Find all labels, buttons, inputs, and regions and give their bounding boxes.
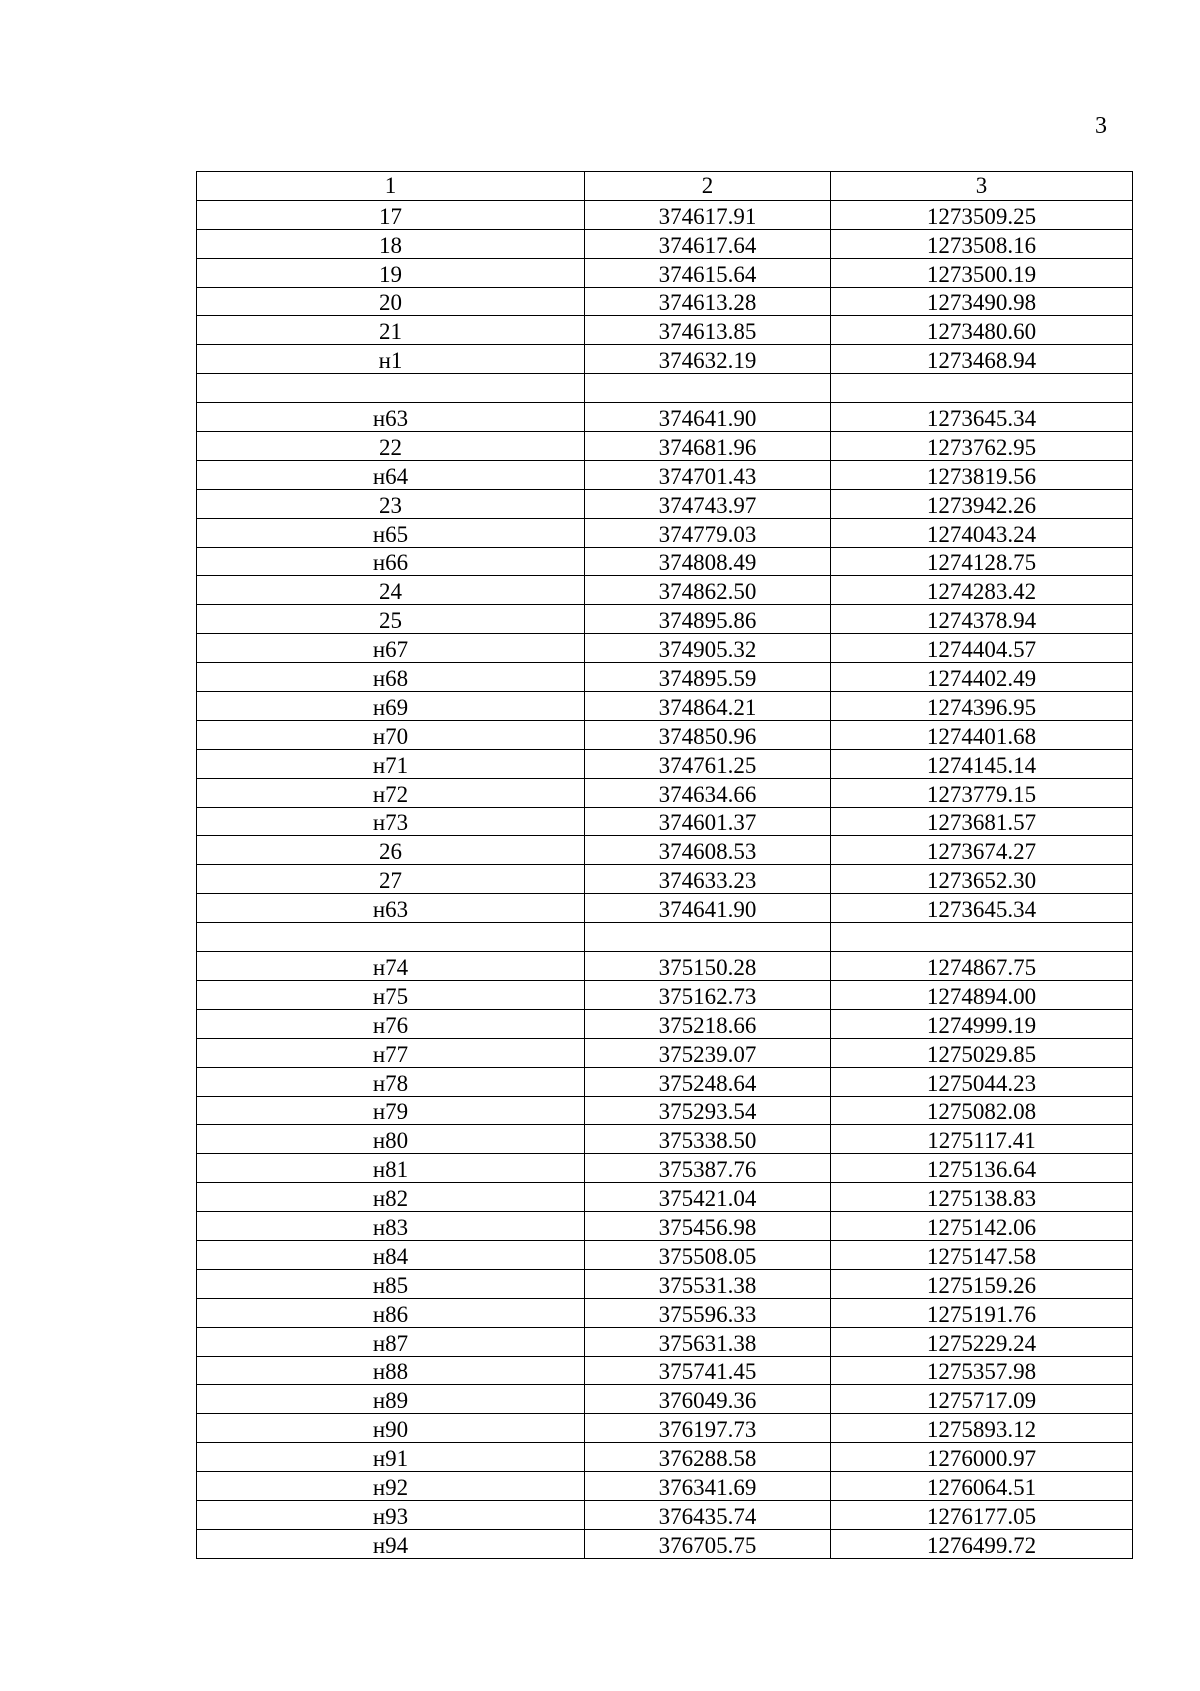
- table-row: [197, 547, 1133, 576]
- point-id-cell: н79: [197, 1096, 585, 1125]
- y-coordinate-cell: 1274894.00: [831, 980, 1133, 1009]
- table-row: [197, 1472, 1133, 1501]
- x-coordinate-cell: 375421.04: [585, 1183, 831, 1212]
- x-coordinate-cell: 375338.50: [585, 1125, 831, 1154]
- y-coordinate-cell: 1275044.23: [831, 1067, 1133, 1096]
- y-coordinate-cell: 1273645.34: [831, 403, 1133, 432]
- y-coordinate-cell: 1275147.58: [831, 1240, 1133, 1269]
- x-coordinate-cell: 374850.96: [585, 720, 831, 749]
- point-id-cell: н73: [197, 807, 585, 836]
- y-coordinate-cell: 1275229.24: [831, 1327, 1133, 1356]
- table-row: [197, 345, 1133, 374]
- point-id-cell: н91: [197, 1443, 585, 1472]
- table-row: [197, 1067, 1133, 1096]
- table-row: [197, 807, 1133, 836]
- x-coordinate-cell: 374601.37: [585, 807, 831, 836]
- table-row: [197, 432, 1133, 461]
- y-coordinate-cell: 1275159.26: [831, 1269, 1133, 1298]
- point-id-cell: н89: [197, 1385, 585, 1414]
- x-coordinate-cell: 375508.05: [585, 1240, 831, 1269]
- point-id-cell: 21: [197, 316, 585, 345]
- x-coordinate-cell: 374613.85: [585, 316, 831, 345]
- x-coordinate-cell: 376705.75: [585, 1529, 831, 1558]
- point-id-cell: н71: [197, 749, 585, 778]
- x-coordinate-cell: 375631.38: [585, 1327, 831, 1356]
- x-coordinate-cell: 374617.64: [585, 229, 831, 258]
- point-id-cell: н67: [197, 634, 585, 663]
- x-coordinate-cell: [585, 923, 831, 952]
- point-id-cell: н63: [197, 894, 585, 923]
- point-id-cell: 27: [197, 865, 585, 894]
- x-coordinate-cell: 375248.64: [585, 1067, 831, 1096]
- x-coordinate-cell: 375531.38: [585, 1269, 831, 1298]
- x-coordinate-cell: 374615.64: [585, 258, 831, 287]
- table-row: [197, 1414, 1133, 1443]
- point-id-cell: н85: [197, 1269, 585, 1298]
- point-id-cell: н69: [197, 692, 585, 721]
- table-row: [197, 1356, 1133, 1385]
- x-coordinate-cell: 374632.19: [585, 345, 831, 374]
- y-coordinate-cell: 1273779.15: [831, 778, 1133, 807]
- point-id-cell: н92: [197, 1472, 585, 1501]
- y-coordinate-cell: 1274283.42: [831, 576, 1133, 605]
- y-coordinate-cell: 1274401.68: [831, 720, 1133, 749]
- point-id-cell: н94: [197, 1529, 585, 1558]
- table-row: [197, 1298, 1133, 1327]
- point-id-cell: 18: [197, 229, 585, 258]
- table-row: [197, 1327, 1133, 1356]
- y-coordinate-cell: 1275142.06: [831, 1212, 1133, 1241]
- y-coordinate-cell: 1274396.95: [831, 692, 1133, 721]
- point-id-cell: н90: [197, 1414, 585, 1443]
- x-coordinate-cell: 376435.74: [585, 1500, 831, 1529]
- table-row: [197, 576, 1133, 605]
- point-id-cell: н74: [197, 952, 585, 981]
- x-coordinate-cell: 375150.28: [585, 952, 831, 981]
- x-coordinate-cell: 374862.50: [585, 576, 831, 605]
- point-id-cell: 24: [197, 576, 585, 605]
- point-id-cell: н88: [197, 1356, 585, 1385]
- point-id-cell: 19: [197, 258, 585, 287]
- y-coordinate-cell: 1274867.75: [831, 952, 1133, 981]
- y-coordinate-cell: 1274145.14: [831, 749, 1133, 778]
- x-coordinate-cell: 375387.76: [585, 1154, 831, 1183]
- table-row: [197, 200, 1133, 229]
- y-coordinate-cell: 1273468.94: [831, 345, 1133, 374]
- point-id-cell: н75: [197, 980, 585, 1009]
- table-row: [197, 287, 1133, 316]
- point-id-cell: 26: [197, 836, 585, 865]
- table-row: [197, 1038, 1133, 1067]
- x-coordinate-cell: 375741.45: [585, 1356, 831, 1385]
- x-coordinate-cell: 374681.96: [585, 432, 831, 461]
- table-header-row: [197, 172, 1133, 201]
- column-header-x: 2: [585, 172, 831, 201]
- table-row: [197, 980, 1133, 1009]
- point-id-cell: н82: [197, 1183, 585, 1212]
- y-coordinate-cell: 1274043.24: [831, 518, 1133, 547]
- coordinates-table: [196, 171, 1133, 1559]
- x-coordinate-cell: 375239.07: [585, 1038, 831, 1067]
- point-id-cell: 22: [197, 432, 585, 461]
- table-row: [197, 836, 1133, 865]
- y-coordinate-cell: 1275136.64: [831, 1154, 1133, 1183]
- x-coordinate-cell: 375218.66: [585, 1009, 831, 1038]
- point-id-cell: н1: [197, 345, 585, 374]
- x-coordinate-cell: 374779.03: [585, 518, 831, 547]
- x-coordinate-cell: 374634.66: [585, 778, 831, 807]
- point-id-cell: н65: [197, 518, 585, 547]
- table-row: [197, 663, 1133, 692]
- y-coordinate-cell: [831, 374, 1133, 403]
- point-id-cell: [197, 923, 585, 952]
- x-coordinate-cell: 376049.36: [585, 1385, 831, 1414]
- y-coordinate-cell: 1273508.16: [831, 229, 1133, 258]
- point-id-cell: н76: [197, 1009, 585, 1038]
- table-row: [197, 374, 1133, 403]
- table-row: [197, 489, 1133, 518]
- table-row: [197, 460, 1133, 489]
- y-coordinate-cell: [831, 923, 1133, 952]
- table-row: [197, 258, 1133, 287]
- y-coordinate-cell: 1274404.57: [831, 634, 1133, 663]
- point-id-cell: 25: [197, 605, 585, 634]
- y-coordinate-cell: 1273645.34: [831, 894, 1133, 923]
- point-id-cell: 23: [197, 489, 585, 518]
- point-id-cell: н64: [197, 460, 585, 489]
- y-coordinate-cell: 1273681.57: [831, 807, 1133, 836]
- y-coordinate-cell: 1275138.83: [831, 1183, 1133, 1212]
- point-id-cell: н70: [197, 720, 585, 749]
- table-row: [197, 605, 1133, 634]
- y-coordinate-cell: 1275357.98: [831, 1356, 1133, 1385]
- table-row: [197, 865, 1133, 894]
- table-row: [197, 1183, 1133, 1212]
- y-coordinate-cell: 1276177.05: [831, 1500, 1133, 1529]
- y-coordinate-cell: 1274402.49: [831, 663, 1133, 692]
- x-coordinate-cell: 376288.58: [585, 1443, 831, 1472]
- x-coordinate-cell: 374613.28: [585, 287, 831, 316]
- table-row: [197, 778, 1133, 807]
- y-coordinate-cell: 1273509.25: [831, 200, 1133, 229]
- table-row: [197, 634, 1133, 663]
- table-row: [197, 1096, 1133, 1125]
- x-coordinate-cell: 375596.33: [585, 1298, 831, 1327]
- y-coordinate-cell: 1275191.76: [831, 1298, 1133, 1327]
- table-row: [197, 316, 1133, 345]
- x-coordinate-cell: 375162.73: [585, 980, 831, 1009]
- table-row: [197, 1212, 1133, 1241]
- x-coordinate-cell: 374641.90: [585, 403, 831, 432]
- x-coordinate-cell: 376341.69: [585, 1472, 831, 1501]
- table-row: [197, 1009, 1133, 1038]
- x-coordinate-cell: 374617.91: [585, 200, 831, 229]
- y-coordinate-cell: 1273652.30: [831, 865, 1133, 894]
- table-row: [197, 1240, 1133, 1269]
- x-coordinate-cell: 374808.49: [585, 547, 831, 576]
- point-id-cell: н72: [197, 778, 585, 807]
- x-coordinate-cell: 374761.25: [585, 749, 831, 778]
- point-id-cell: н78: [197, 1067, 585, 1096]
- point-id-cell: н66: [197, 547, 585, 576]
- point-id-cell: н84: [197, 1240, 585, 1269]
- point-id-cell: н87: [197, 1327, 585, 1356]
- x-coordinate-cell: 374905.32: [585, 634, 831, 663]
- point-id-cell: н68: [197, 663, 585, 692]
- table-row: [197, 1269, 1133, 1298]
- x-coordinate-cell: 374895.86: [585, 605, 831, 634]
- y-coordinate-cell: 1275717.09: [831, 1385, 1133, 1414]
- table-row: [197, 894, 1133, 923]
- table-row: [197, 1443, 1133, 1472]
- point-id-cell: н77: [197, 1038, 585, 1067]
- point-id-cell: н86: [197, 1298, 585, 1327]
- y-coordinate-cell: 1273480.60: [831, 316, 1133, 345]
- y-coordinate-cell: 1276064.51: [831, 1472, 1133, 1501]
- y-coordinate-cell: 1273674.27: [831, 836, 1133, 865]
- point-id-cell: н81: [197, 1154, 585, 1183]
- x-coordinate-cell: 374608.53: [585, 836, 831, 865]
- x-coordinate-cell: 374641.90: [585, 894, 831, 923]
- y-coordinate-cell: 1274378.94: [831, 605, 1133, 634]
- point-id-cell: 20: [197, 287, 585, 316]
- table-row: [197, 1125, 1133, 1154]
- table-row: [197, 952, 1133, 981]
- page-number: 3: [1095, 113, 1107, 139]
- x-coordinate-cell: 374743.97: [585, 489, 831, 518]
- point-id-cell: н83: [197, 1212, 585, 1241]
- y-coordinate-cell: 1275029.85: [831, 1038, 1133, 1067]
- y-coordinate-cell: 1274128.75: [831, 547, 1133, 576]
- y-coordinate-cell: 1273490.98: [831, 287, 1133, 316]
- x-coordinate-cell: 376197.73: [585, 1414, 831, 1443]
- x-coordinate-cell: [585, 374, 831, 403]
- y-coordinate-cell: 1276000.97: [831, 1443, 1133, 1472]
- y-coordinate-cell: 1273762.95: [831, 432, 1133, 461]
- point-id-cell: н80: [197, 1125, 585, 1154]
- table-row: [197, 923, 1133, 952]
- y-coordinate-cell: 1276499.72: [831, 1529, 1133, 1558]
- table-row: [197, 1385, 1133, 1414]
- y-coordinate-cell: 1273819.56: [831, 460, 1133, 489]
- table-row: [197, 1500, 1133, 1529]
- table-row: [197, 1529, 1133, 1558]
- point-id-cell: [197, 374, 585, 403]
- x-coordinate-cell: 374701.43: [585, 460, 831, 489]
- point-id-cell: н93: [197, 1500, 585, 1529]
- column-header-point: 1: [197, 172, 585, 201]
- y-coordinate-cell: 1275117.41: [831, 1125, 1133, 1154]
- point-id-cell: н63: [197, 403, 585, 432]
- y-coordinate-cell: 1275893.12: [831, 1414, 1133, 1443]
- x-coordinate-cell: 374633.23: [585, 865, 831, 894]
- x-coordinate-cell: 375293.54: [585, 1096, 831, 1125]
- table-row: [197, 403, 1133, 432]
- column-header-y: 3: [831, 172, 1133, 201]
- y-coordinate-cell: 1274999.19: [831, 1009, 1133, 1038]
- table-row: [197, 692, 1133, 721]
- coordinates-table-body: [197, 172, 1133, 1559]
- table-row: [197, 720, 1133, 749]
- y-coordinate-cell: 1273500.19: [831, 258, 1133, 287]
- table-row: [197, 229, 1133, 258]
- table-row: [197, 749, 1133, 778]
- x-coordinate-cell: 374864.21: [585, 692, 831, 721]
- x-coordinate-cell: 374895.59: [585, 663, 831, 692]
- table-row: [197, 518, 1133, 547]
- x-coordinate-cell: 375456.98: [585, 1212, 831, 1241]
- table-row: [197, 1154, 1133, 1183]
- y-coordinate-cell: 1273942.26: [831, 489, 1133, 518]
- y-coordinate-cell: 1275082.08: [831, 1096, 1133, 1125]
- point-id-cell: 17: [197, 200, 585, 229]
